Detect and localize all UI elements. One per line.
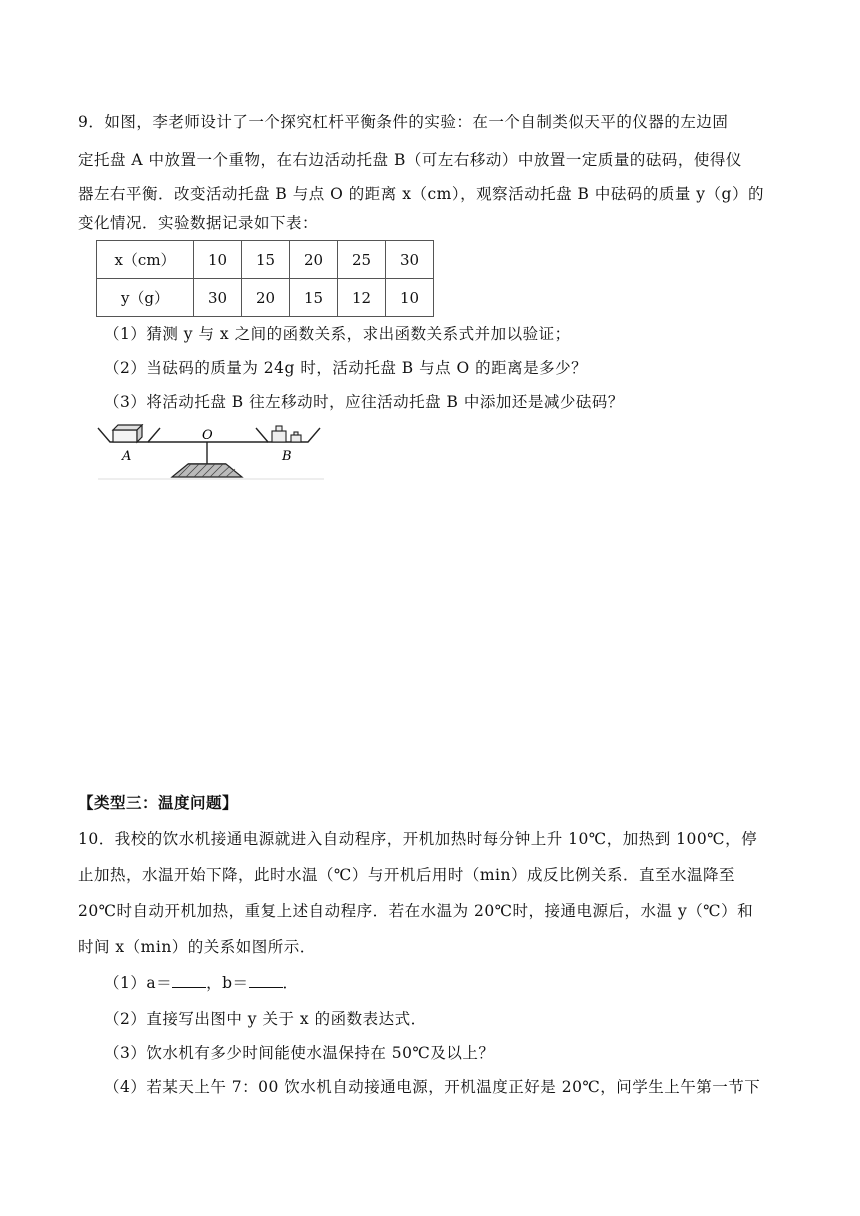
table-row bbox=[97, 279, 434, 317]
label-b: B bbox=[282, 449, 292, 464]
q9-sub-3: （3）将活动托盘 B 往左移动时，应往活动托盘 B 中添加还是减少砝码？ bbox=[104, 393, 624, 411]
q10-line-1: 10．我校的饮水机接通电源就进入自动程序，开机加热时每分钟上升 10℃，加热到 100℃，停 bbox=[78, 830, 758, 848]
q10-line-4: 时间 x（min）的关系如图所示． bbox=[78, 938, 316, 956]
label-o: O bbox=[202, 428, 213, 443]
table-cell: 10 bbox=[386, 279, 434, 317]
answer-blank-a bbox=[172, 973, 206, 988]
q10-sub1-prefix: （1）a＝ bbox=[104, 974, 173, 992]
pivot-base bbox=[172, 464, 242, 477]
table-row bbox=[97, 241, 434, 279]
q9-line-1: 9．如图，李老师设计了一个探究杠杆平衡条件的实验：在一个自制类似天平的仪器的左边固 bbox=[78, 113, 729, 131]
q10-sub-4: （4）若某天上午 7：00 饮水机自动接通电源，开机温度正好是 20℃，问学生上午第一节下 bbox=[104, 1078, 761, 1096]
q10-sub-1 bbox=[104, 973, 814, 993]
q9-line-2: 定托盘 A 中放置一个重物，在右边活动托盘 B（可左右移动）中放置一定质量的砝码，使得仪 bbox=[78, 151, 742, 169]
q10-sub1-mid: ，b＝ bbox=[206, 974, 249, 992]
weight-large bbox=[272, 426, 286, 442]
q9-sub-2: （2）当砝码的质量为 24g 时，活动托盘 B 与点 O 的距离是多少？ bbox=[104, 359, 588, 377]
q9-line-4: 变化情况．实验数据记录如下表： bbox=[78, 214, 319, 232]
q9-data-table bbox=[96, 240, 434, 317]
answer-blank-b bbox=[249, 973, 283, 988]
label-a: A bbox=[122, 449, 132, 464]
q10-sub1-suffix: ． bbox=[282, 974, 299, 992]
table-cell: 20 bbox=[242, 279, 290, 317]
q9-line-3: 器左右平衡．改变活动托盘 B 与点 O 的距离 x（cm），观察活动托盘 B 中砝码的质量 y（g）的 bbox=[78, 185, 764, 203]
table-cell: 15 bbox=[290, 279, 338, 317]
table-cell: x（cm） bbox=[97, 241, 194, 279]
weight-box bbox=[113, 425, 142, 442]
q10-line-3: 20℃时自动开机加热，重复上述自动程序．若在水温为 20℃时，接通电源后，水温 y（℃）和 bbox=[78, 902, 754, 920]
table-cell: 15 bbox=[242, 241, 290, 279]
table-cell: 10 bbox=[194, 241, 242, 279]
q10-sub-2: （2）直接写出图中 y 关于 x 的函数表达式． bbox=[104, 1010, 427, 1028]
table-cell: 30 bbox=[386, 241, 434, 279]
section-title: 【类型三：温度问题】 bbox=[78, 794, 239, 812]
table-cell: 20 bbox=[290, 241, 338, 279]
q10-line-2: 止加热，水温开始下降，此时水温（℃）与开机后用时（min）成反比例关系．直至水温降至 bbox=[78, 866, 735, 884]
table-cell: 30 bbox=[194, 279, 242, 317]
tray-b bbox=[256, 428, 320, 442]
balance-figure bbox=[96, 424, 326, 482]
q9-sub-1: （1）猜测 y 与 x 之间的函数关系，求出函数关系式并加以验证； bbox=[104, 325, 571, 343]
q10-sub-3: （3）饮水机有多少时间能使水温保持在 50℃及以上？ bbox=[104, 1044, 495, 1062]
table-cell: y（g） bbox=[97, 279, 194, 317]
table-cell: 25 bbox=[338, 241, 386, 279]
table-cell: 12 bbox=[338, 279, 386, 317]
weight-small bbox=[291, 432, 301, 442]
